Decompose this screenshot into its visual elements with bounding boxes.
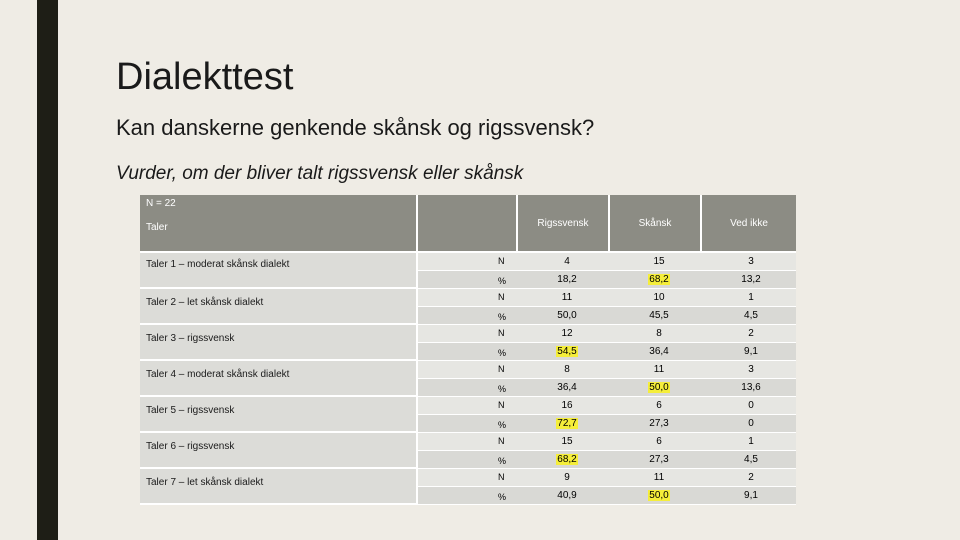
- cell-value: 11: [653, 364, 665, 375]
- speaker-label: Taler 5 – rigssvensk: [146, 405, 235, 416]
- cell-value: 9,1: [744, 346, 758, 357]
- speaker-label-cell: [140, 361, 416, 395]
- cell-value: 12: [561, 328, 573, 339]
- row-unit-label: N: [498, 472, 505, 482]
- table-row: [418, 361, 796, 378]
- cell-value: 0: [748, 418, 754, 429]
- cell-value: 36,4: [649, 346, 669, 357]
- table-cell: [610, 289, 708, 306]
- speaker-label: Taler 1 – moderat skånsk dialekt: [146, 259, 290, 270]
- table-cell: [610, 361, 708, 378]
- row-unit-label: N: [498, 328, 505, 338]
- speaker-label: Taler 4 – moderat skånsk dialekt: [146, 369, 290, 380]
- cell-value: 13,6: [741, 382, 761, 393]
- speaker-label-cell: [140, 289, 416, 323]
- cell-value: 4: [564, 256, 570, 267]
- speaker-label-cell: [140, 253, 416, 287]
- table-cell: [518, 307, 616, 324]
- results-table: [140, 195, 796, 505]
- speaker-label: Taler 7 – let skånsk dialekt: [146, 477, 264, 488]
- row-unit-label: %: [498, 276, 507, 286]
- cell-value: 11: [653, 472, 665, 483]
- cell-value: 50,0: [649, 382, 669, 393]
- table-cell: [518, 433, 616, 450]
- sample-size-label: N = 22: [146, 198, 176, 209]
- cell-value: 27,3: [649, 418, 669, 429]
- row-unit-label: %: [498, 384, 507, 394]
- table-header-left: [140, 195, 416, 251]
- table-cell: [702, 469, 800, 486]
- cell-value: 1: [748, 436, 754, 447]
- table-row: [418, 289, 796, 306]
- cell-value: 4,5: [744, 310, 758, 321]
- cell-value: 0: [748, 400, 754, 411]
- cell-value: 68,2: [649, 274, 669, 285]
- cell-value: 4,5: [744, 454, 758, 465]
- table-cell: [610, 397, 708, 414]
- table-cell: [610, 379, 708, 396]
- column-header-skansk: Skånsk: [610, 195, 700, 251]
- row-unit-label: %: [498, 312, 507, 322]
- cell-value: 10: [653, 292, 665, 303]
- cell-value: 27,3: [649, 454, 669, 465]
- page-title: Dialekttest: [116, 56, 294, 98]
- cell-value: 15: [561, 436, 573, 447]
- table-row: [418, 379, 796, 396]
- cell-value: 6: [656, 436, 662, 447]
- table-cell: [518, 469, 616, 486]
- cell-value: 50,0: [557, 310, 577, 321]
- cell-value: 68,2: [557, 454, 577, 465]
- table-row: [418, 397, 796, 414]
- row-unit-label: %: [498, 348, 507, 358]
- row-unit-label: N: [498, 256, 505, 266]
- table-row: [418, 307, 796, 324]
- row-unit-label: N: [498, 364, 505, 374]
- cell-value: 2: [748, 472, 754, 483]
- cell-value: 36,4: [557, 382, 577, 393]
- cell-value: 1: [748, 292, 754, 303]
- table-header-blank: [418, 195, 516, 251]
- table-row: [418, 451, 796, 468]
- table-cell: [518, 451, 616, 468]
- question-text: Vurder, om der bliver talt rigssvensk eller skånsk: [116, 163, 524, 184]
- speaker-label: Taler 2 – let skånsk dialekt: [146, 297, 264, 308]
- cell-value: 8: [564, 364, 570, 375]
- table-cell: [610, 343, 708, 360]
- table-cell: [610, 415, 708, 432]
- table-cell: [518, 487, 616, 504]
- table-cell: [702, 307, 800, 324]
- table-cell: [610, 271, 708, 288]
- cell-value: 45,5: [649, 310, 669, 321]
- table-cell: [702, 271, 800, 288]
- table-cell: [610, 469, 708, 486]
- table-cell: [610, 325, 708, 342]
- cell-value: 2: [748, 328, 754, 339]
- table-cell: [518, 325, 616, 342]
- table-cell: [702, 397, 800, 414]
- cell-value: 3: [748, 364, 754, 375]
- table-cell: [702, 415, 800, 432]
- table-row: [418, 271, 796, 288]
- page-subtitle: Kan danskerne genkende skånsk og rigssvensk?: [116, 115, 595, 140]
- table-row: [418, 487, 796, 504]
- cell-value: 9: [564, 472, 570, 483]
- table-cell: [610, 487, 708, 504]
- table-row: [418, 343, 796, 360]
- row-unit-label: %: [498, 420, 507, 430]
- row-unit-label: %: [498, 492, 507, 502]
- table-cell: [702, 451, 800, 468]
- table-cell: [702, 253, 800, 270]
- cell-value: 15: [653, 256, 665, 267]
- cell-value: 18,2: [557, 274, 577, 285]
- table-cell: [702, 487, 800, 504]
- speaker-column-header: Taler: [146, 222, 168, 233]
- cell-value: 54,5: [557, 346, 577, 357]
- table-cell: [702, 325, 800, 342]
- speaker-label-cell: [140, 397, 416, 431]
- speaker-label: Taler 3 – rigssvensk: [146, 333, 235, 344]
- table-cell: [702, 433, 800, 450]
- table-cell: [610, 433, 708, 450]
- table-cell: [702, 289, 800, 306]
- cell-value: 40,9: [557, 490, 577, 501]
- cell-value: 16: [561, 400, 573, 411]
- table-cell: [518, 397, 616, 414]
- cell-value: 9,1: [744, 490, 758, 501]
- table-row: [418, 415, 796, 432]
- table-cell: [610, 307, 708, 324]
- row-unit-label: N: [498, 436, 505, 446]
- table-row: [418, 253, 796, 270]
- table-cell: [518, 361, 616, 378]
- row-unit-label: N: [498, 292, 505, 302]
- table-row: [418, 325, 796, 342]
- table-cell: [518, 379, 616, 396]
- table-row: [418, 433, 796, 450]
- speaker-label-cell: [140, 325, 416, 359]
- speaker-label-cell: [140, 433, 416, 467]
- cell-value: 11: [561, 292, 573, 303]
- table-cell: [702, 343, 800, 360]
- cell-value: 72,7: [557, 418, 577, 429]
- cell-value: 50,0: [649, 490, 669, 501]
- table-cell: [610, 253, 708, 270]
- table-row: [418, 469, 796, 486]
- table-cell: [702, 361, 800, 378]
- speaker-label-cell: [140, 469, 416, 503]
- table-cell: [518, 415, 616, 432]
- speaker-label: Taler 6 – rigssvensk: [146, 441, 235, 452]
- column-header-ved-ikke: Ved ikke: [702, 195, 796, 251]
- side-accent-bar: [37, 0, 58, 540]
- table-cell: [702, 379, 800, 396]
- table-cell: [518, 271, 616, 288]
- cell-value: 13,2: [741, 274, 761, 285]
- table-cell: [518, 343, 616, 360]
- table-cell: [518, 289, 616, 306]
- cell-value: 8: [656, 328, 662, 339]
- row-unit-label: N: [498, 400, 505, 410]
- row-unit-label: %: [498, 456, 507, 466]
- table-cell: [518, 253, 616, 270]
- column-header-rigssvensk: Rigssvensk: [518, 195, 608, 251]
- cell-value: 6: [656, 400, 662, 411]
- table-cell: [610, 451, 708, 468]
- cell-value: 3: [748, 256, 754, 267]
